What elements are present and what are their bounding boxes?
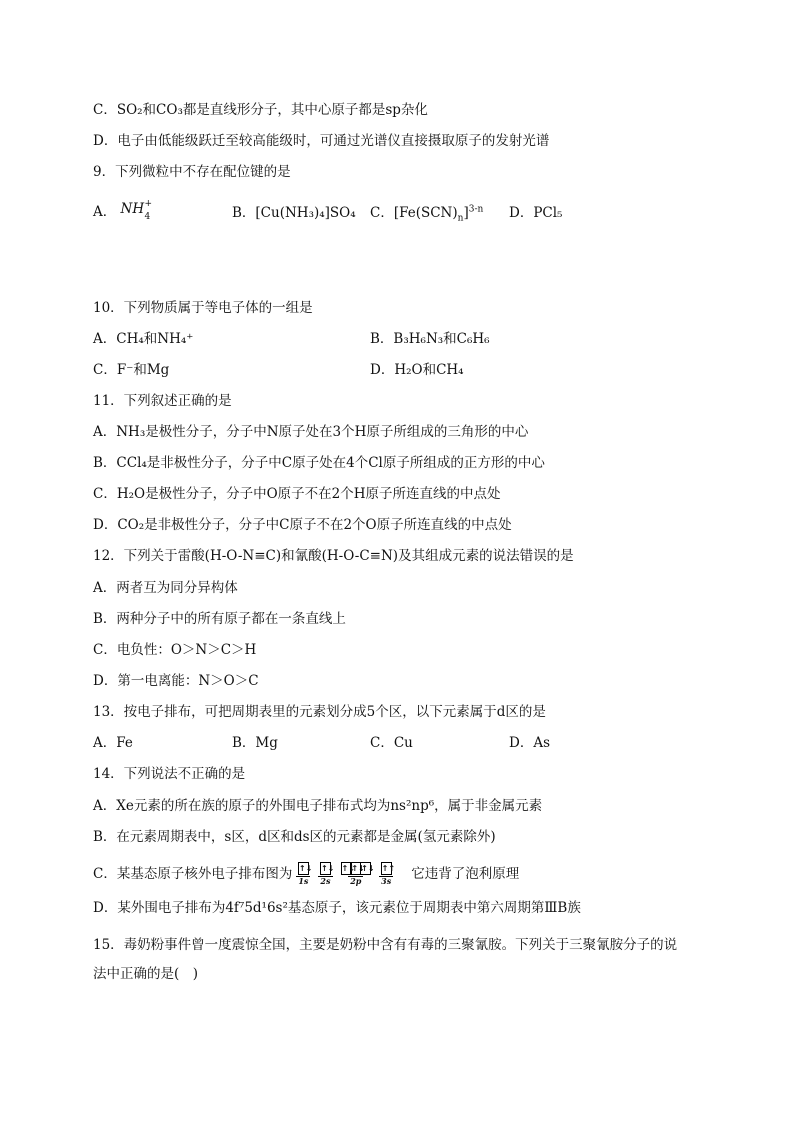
q9-option-a [93,198,155,223]
q13-option-a: A．Fe [93,735,133,751]
orbital-2p [341,862,375,886]
q14c-suffix: 它违背了泡利原理 [411,866,520,882]
q9-option-b: B．[Cu(NH₃)₄]SO₄ [232,205,356,221]
q12-option-b: B．两种分子中的所有原子都在一条直线上 [93,611,346,627]
q10-option-a: A．CH₄和NH₄⁺ [93,331,194,347]
orbital-box: ↑↓ [351,864,365,873]
q9-option-c [370,203,483,223]
q10-option-d: D．H₂O和CH₄ [370,362,464,378]
q12-option-c: C．电负性：O＞N＞C＞H [93,642,257,658]
orbital-boxes [298,862,313,875]
orbital-boxes [320,862,335,875]
orbital-2s [318,862,335,886]
orbital-boxes [341,862,375,875]
q9-option-d: D．PCl₅ [509,205,563,221]
orbital-box: ↑↑ [381,864,396,873]
q11-option-d: D．CO₂是非极性分子，分子中C原子不在2个O原子所连直线的中点处 [93,517,512,533]
orbital-label: 3s [381,876,392,886]
nh4-charge: + [144,198,153,209]
nh4-formula [120,198,155,223]
orbital-box: ↑↓ [361,864,375,873]
q13-option-d: D．As [509,735,551,751]
q14-option-a: A．Xe元素的所在族的原子的外围电子排布式均为ns²np⁶，属于非金属元素 [93,798,543,814]
q8-option-c: C．SO₂和CO₃都是直线形分子，其中心原子都是sp杂化 [93,102,428,118]
orbital-1s [296,862,313,886]
q9c-bracket: ] [463,205,469,221]
orbital-box: ↑↓ [298,864,313,873]
question-9: 9．下列微粒中不存在配位键的是 [93,164,291,180]
orbital-boxes [381,862,396,875]
orbital-3s [379,862,396,886]
question-13: 13．按电子排布，可把周期表里的元素划分成5个区，以下元素属于d区的是 [93,704,546,720]
orbital-box: ↑↓ [341,864,355,873]
orbital-label: 2s [320,876,331,886]
nh4-subscript: 4 [144,211,151,222]
q13-option-c: C．Cu [370,735,413,751]
q14-option-b: B．在元素周期表中，s区，d区和ds区的元素都是金属(氢元素除外) [93,829,496,845]
q10-option-b: B．B₃H₆N₃和C₆H₆ [370,331,490,347]
orbital-diagram [296,862,401,886]
orbital-label: 1s [298,876,309,886]
q9-option-a-label: A． [93,204,117,220]
nh4-base: NH [120,200,145,217]
q14c-prefix: C．某基态原子核外电子排布图为 [93,866,293,882]
q12-option-d: D．第一电离能：N＞O＞C [93,673,259,689]
question-12: 12．下列关于雷酸(H-O-N≡C)和氰酸(H-O-C≡N)及其组成元素的说法错误的是 [93,548,574,564]
question-10: 10．下列物质属于等电子体的一组是 [93,300,313,316]
orbital-box: ↑↓ [320,864,335,873]
q14-option-d: D．某外围电子排布为4f⁷5d¹6s²基态原子，该元素位于周期表中第六周期第ⅢB族 [93,900,581,916]
question-14: 14．下列说法不正确的是 [93,766,246,782]
question-11: 11．下列叙述正确的是 [93,393,232,409]
question-15-line-1: 15．毒奶粉事件曾一度震惊全国，主要是奶粉中含有有毒的三聚氰胺。下列关于三聚氰胺分子的说 [93,937,678,953]
question-15-line-2: 法中正确的是( ) [93,966,199,982]
q14-option-c [93,862,519,886]
q9c-charge: 3-n [468,204,484,215]
orbital-label: 2p [350,876,362,886]
q9c-prefix: C．[Fe(SCN) [370,205,458,221]
q11-option-c: C．H₂O是极性分子，分子中O原子不在2个H原子所连直线的中点处 [93,486,501,502]
q8-option-d: D．电子由低能级跃迁至较高能级时，可通过光谱仪直接摄取原子的发射光谱 [93,133,550,149]
q10-option-c: C．F⁻和Mg [93,362,170,378]
q12-option-a: A．两者互为同分异构体 [93,580,238,596]
q11-option-a: A．NH₃是极性分子，分子中N原子处在3个H原子所组成的三角形的中心 [93,424,529,440]
q13-option-b: B．Mg [232,735,278,751]
q9c-subscript: n [457,213,464,224]
q11-option-b: B．CCl₄是非极性分子，分子中C原子处在4个Cl原子所组成的正方形的中心 [93,455,545,471]
